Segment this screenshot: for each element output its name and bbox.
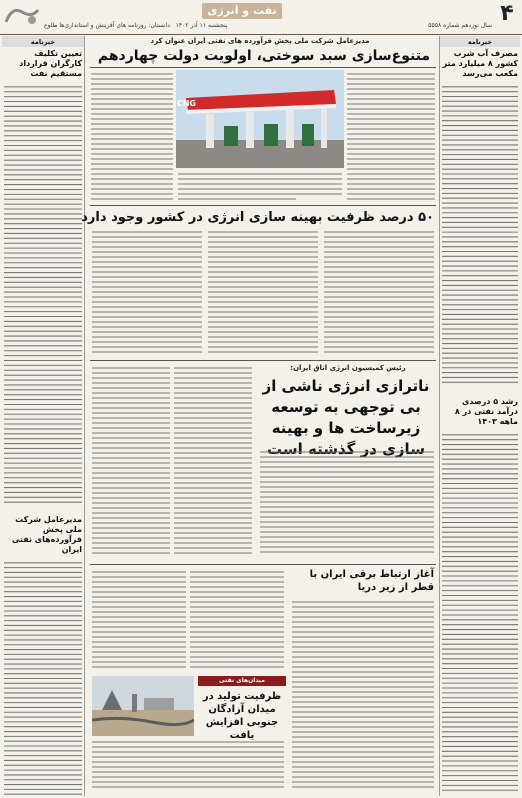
story-three-text-left bbox=[90, 364, 254, 560]
right-column bbox=[439, 36, 520, 796]
lead-headline: متنوع‌سازی سبد سوختی، اولویت دولت چهاردهم bbox=[97, 48, 431, 64]
newspaper-logo-icon bbox=[2, 2, 42, 30]
story-two-rule-top bbox=[90, 205, 436, 206]
oilfield-photo bbox=[92, 676, 194, 736]
story-four-headline: آغاز ارتباط برقی ایران با قطر از زیر دریا bbox=[309, 569, 434, 593]
story-two-text bbox=[90, 228, 436, 356]
lead-text-left bbox=[90, 70, 174, 202]
story-five-headline: ظرفیت تولید در میدان آزادگان جنوبی افزایش یافت bbox=[202, 691, 282, 741]
page-number: ۴ bbox=[500, 1, 514, 26]
left-column bbox=[2, 36, 85, 796]
right-column-label: خبرنامه bbox=[440, 36, 520, 47]
left-column-label: خبرنامه bbox=[2, 36, 84, 47]
story-three-headline: ناترازی انرژی ناشی از بی توجهی به توسعه زیرساخت ها و بهینه سازی در گذشته است bbox=[262, 377, 430, 458]
left-column-headline: تعیین تکلیف کارگران قرارداد مستقیم نفت bbox=[19, 49, 82, 78]
lead-kicker: مدیرعامل شرکت ملی پخش فرآورده های نفتی ایران عنوان کرد bbox=[150, 37, 370, 45]
date-line: پنجشنبه ۱۱ آذر ۱۴۰۲ دانستان: روزنامه های آفرینش و استانداری‌ها طلوع bbox=[44, 22, 228, 29]
lead-rule bbox=[90, 67, 436, 68]
story-three-rule-top bbox=[90, 360, 436, 361]
story-three-text-right bbox=[258, 448, 436, 560]
left-lower-text bbox=[2, 557, 84, 796]
right-column-headline: مصرف آب شرب کشور ۸ میلیارد متر مکعب می‌رسد bbox=[442, 49, 518, 78]
lead-photo bbox=[176, 70, 344, 168]
section-title: نفت و انرژی bbox=[202, 3, 282, 19]
page-header bbox=[0, 0, 522, 35]
story-four-rule-top bbox=[90, 564, 436, 565]
lead-text-right bbox=[346, 70, 436, 202]
story-four-text bbox=[290, 598, 436, 794]
cng-station-image bbox=[176, 70, 344, 168]
issue-line: سال نوزدهم شماره ۵۵۵۸ bbox=[428, 22, 492, 29]
story-five-text bbox=[90, 738, 286, 794]
right-lower-text bbox=[440, 429, 520, 796]
right-column-text bbox=[440, 81, 520, 391]
left-column-text bbox=[2, 81, 84, 511]
right-lower-headline: رشد ۵ درصدی درآمد نفتی در ۸ ماهه ۱۴۰۳ bbox=[454, 397, 518, 426]
oilfield-image bbox=[92, 676, 194, 736]
story-three-kicker: رئیس کمیسیون انرژی اتاق ایران: bbox=[290, 364, 406, 372]
story-two-headline: ۵۰ درصد ظرفیت بهینه سازی انرژی در کشور وجود دارد bbox=[81, 210, 434, 225]
lead-photo-caption-text bbox=[176, 170, 344, 202]
story-four-text-left bbox=[90, 568, 286, 674]
story-five-tag: میدان‌های نفتی bbox=[198, 676, 286, 686]
cng-sign: CNG bbox=[176, 99, 196, 108]
left-column-sub-headline: مدیرعامل شرکت ملی پخش فرآورده‌های نفتی ایران bbox=[11, 515, 82, 554]
